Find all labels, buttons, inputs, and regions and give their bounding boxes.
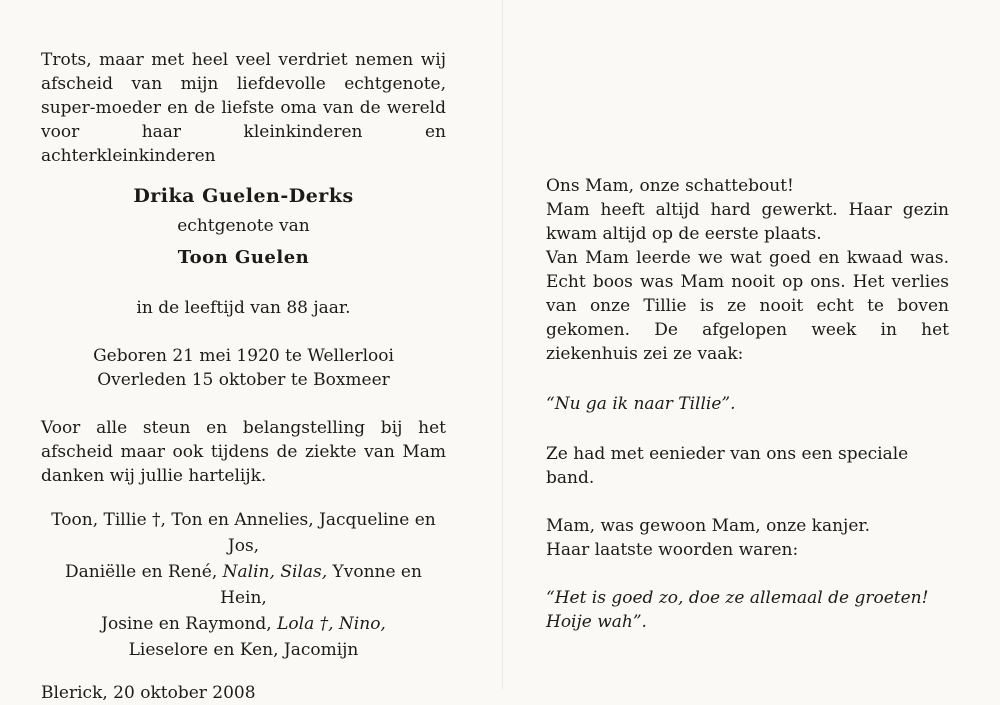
family-names-2b: Nalin, Silas, [222, 562, 328, 582]
spouse-name: Toon Guelen [177, 247, 310, 268]
card-fold [502, 0, 503, 689]
thanks-text: Voor alle steun en belangstelling bij het afscheid maar ook tijdens de ziekte van Mam danken wij jullie hartelijk. [41, 418, 446, 486]
right-paragraph-5a: Mam, was gewoon Mam, onze kanjer. [546, 516, 871, 536]
family-line-4: Lieselore en Ken, Jacomijn [128, 640, 359, 660]
right-paragraph-5b: Haar laatste woorden waren: [546, 540, 799, 560]
family-names [41, 507, 446, 663]
spouse-label: echtgenote van [177, 216, 310, 236]
last-words-quote [546, 586, 949, 634]
deceased-name: Drika Guelen-Derks [133, 185, 354, 207]
family-line-3 [41, 611, 446, 637]
family-names-3b: Lola †, Nino, [277, 614, 386, 634]
place-date: Blerick, 20 oktober 2008 [41, 683, 256, 703]
family-line-2 [41, 559, 446, 611]
intro-text: Trots, maar met heel veel verdriet nemen wij afscheid van mijn liefdevolle echtgenote, super-moeder en de liefste oma van de wereld voor haar kleinkinderen en achterkleinkinderen [41, 50, 446, 166]
right-paragraph-2: Mam heeft altijd hard gewerkt. Haar gezin kwam altijd op de eerste plaats. [546, 200, 949, 244]
last-words-line-2: Hoije wah”. [546, 612, 647, 632]
right-paragraph-5 [546, 514, 949, 562]
right-paragraph-3: Van Mam leerde we wat goed en kwaad was. Echt boos was Mam nooit op ons. Het verlies van onze Tillie is ze nooit echt te boven gekomen. De afgelopen week in het ziekenhuis zei ze vaak: [546, 248, 949, 364]
born-line: Geboren 21 mei 1920 te Wellerlooi [93, 346, 394, 366]
right-panel [546, 174, 949, 634]
last-words-line-1: “Het is goed zo, doe ze allemaal de groeten! [546, 588, 929, 608]
family-names-3a: Josine en Raymond, [101, 614, 278, 634]
left-panel [41, 48, 446, 705]
quote-tillie: “Nu ga ik naar Tillie”. [546, 394, 736, 414]
right-paragraph-4: Ze had met eenieder van ons een speciale band. [546, 444, 909, 488]
age-line: in de leeftijd van 88 jaar. [136, 298, 351, 318]
died-line: Overleden 15 oktober te Boxmeer [97, 370, 390, 390]
family-line-1: Toon, Tillie †, Ton en Annelies, Jacqueline en Jos, [51, 510, 436, 556]
life-dates [41, 344, 446, 392]
family-names-2a: Daniëlle en René, [65, 562, 223, 582]
family-names-2c: Yvonne en Hein, [220, 562, 422, 608]
right-paragraph-1: Ons Mam, onze schattebout! [546, 176, 794, 196]
